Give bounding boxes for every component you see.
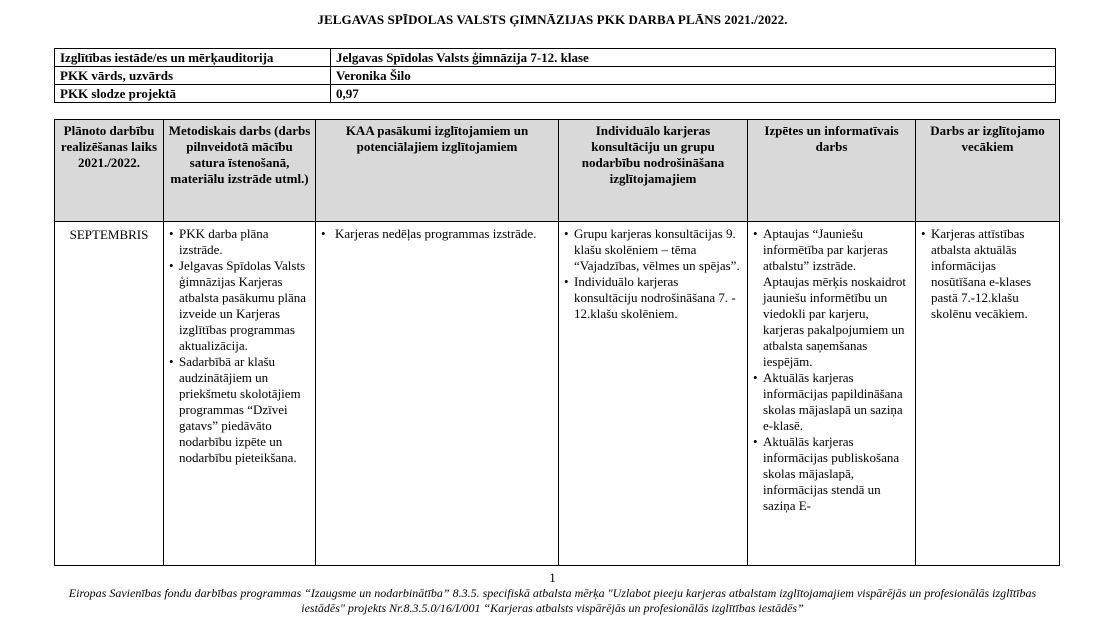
page-number: 1 (549, 570, 556, 585)
info-table (54, 48, 1056, 103)
bullet-icon: • (753, 434, 758, 449)
info-label: PKK slodze projektā (55, 85, 331, 103)
list-item: • Karjeras attīstības atbalsta aktuālās informācijas nosūtīšana e-klases pastā 7.-12.klašu skolēnu vecākiem. (921, 226, 1032, 321)
header-kaa: KAA pasākumi izglītojamiem un potenciālajiem izglītojamiem (316, 120, 559, 222)
info-row (55, 67, 1056, 85)
list-item: • Jelgavas Spīdolas Valsts ģimnāzijas Karjeras atbalsta pasākumu plāna izveide un Karjeras izglītības programmas aktualizācija. (169, 258, 307, 353)
bullet-icon: • (169, 258, 174, 273)
list-item: • Aptaujas “Jauniešu informētība par karjeras atbalstu” izstrāde. (753, 226, 888, 273)
list-item: • Individuālo karjeras konsultāciju nodrošināšana 7. - 12.klašu skolēniem. (564, 274, 736, 321)
bullet-icon: • (169, 354, 174, 369)
methodical-cell (164, 222, 316, 566)
header-methodical: Metodiskais darbs (darbs pilnveidotā mācību satura īstenošanā, materiālu izstrāde utml.) (164, 120, 316, 222)
research-cell (748, 222, 916, 566)
info-value: Jelgavas Spīdolas Valsts ģimnāzija 7-12. klase (331, 49, 1056, 67)
kaa-cell (316, 222, 559, 566)
bullet-icon: • (321, 226, 326, 241)
plan-table (54, 119, 1060, 566)
info-label: PKK vārds, uzvārds (55, 67, 331, 85)
bullet-icon: • (753, 226, 758, 241)
list-item: • Karjeras nedēļas programmas izstrāde. (321, 226, 537, 241)
info-value: Veronika Šilo (331, 67, 1056, 85)
list-item-continued: Aptaujas mērķis noskaidrot jauniešu informētību un viedokli par karjeru, karjeras pakalpojumiem un atbalsta saņemšanas iespējām. (763, 274, 906, 369)
bullet-icon: • (753, 370, 758, 385)
list-item: • Sadarbībā ar klašu audzinātājiem un priekšmetu skolotājiem programmas “Dzīvei gatavs” piedāvāto nodarbību izpēte un nodarbību pieteikšana. (169, 354, 301, 465)
list-item: • Aktuālās karjeras informācijas papildināšana skolas mājaslapā un saziņa e-klasē. (753, 370, 903, 433)
info-value: 0,97 (331, 85, 1056, 103)
month-cell: SEPTEMBRIS (55, 222, 164, 566)
plan-header-row (55, 120, 1060, 222)
header-individual: Individuālo karjeras konsultāciju un grupu nodarbību nodrošināšana izglītojamajiem (559, 120, 748, 222)
info-label: Izglītības iestāde/es un mērķauditorija (55, 49, 331, 67)
list-item: • PKK darba plāna izstrāde. (169, 226, 269, 257)
individual-cell (559, 222, 748, 566)
bullet-icon: • (564, 274, 569, 289)
page-footer: Eiropas Savienības fondu darbības programmas “Izaugsme un nodarbinātība” 8.3.5. specifiskā atbalsta mērķa "Uzlabot pieeju karjeras atbalstam izglītojamajiem vispārējās un profesionālās izglītības iestādēs" projekts Nr.8.3.5.0/16/I/001 “Karjeras atbalsts vispārējās un profesionālās izglītības iestādēs” (68, 586, 1037, 615)
bullet-icon: • (921, 226, 926, 241)
list-item: • Grupu karjeras konsultācijas 9. klašu skolēniem – tēma “Vajadzības, vēlmes un spējas”. (564, 226, 740, 273)
plan-row-september (55, 222, 1060, 566)
bullet-icon: • (564, 226, 569, 241)
header-time: Plānoto darbību realizēšanas laiks 2021./2022. (55, 120, 164, 222)
info-row (55, 49, 1056, 67)
header-parents: Darbs ar izglītojamo vecākiem (916, 120, 1060, 222)
bullet-icon: • (169, 226, 174, 241)
document-title: JELGAVAS SPĪDOLAS VALSTS ĢIMNĀZIJAS PKK DARBA PLĀNS 2021./2022. (317, 12, 788, 27)
parents-cell (916, 222, 1060, 566)
header-research: Izpētes un informatīvais darbs (748, 120, 916, 222)
info-row (55, 85, 1056, 103)
list-item: • Aktuālās karjeras informācijas publiskošana skolas mājaslapā, informācijas stendā un saziņa E- (753, 434, 900, 513)
